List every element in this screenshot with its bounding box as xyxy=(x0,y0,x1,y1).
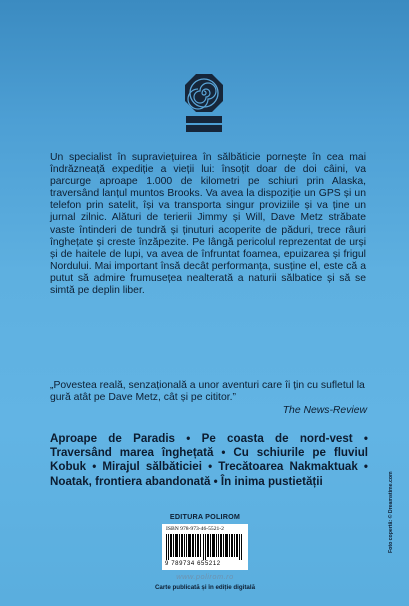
digital-edition-note: Carte publicată și în ediție digitală xyxy=(154,584,256,591)
review-source: The News-Review xyxy=(282,405,367,416)
book-description: Un specialist în supraviețuirea în sălbăticie pornește în cea mai îndrăzneață expediție a vieții lui: însoțit doar de doi câini, va parcurge aproape 1.000 de kilometri pe schiuri prin Alaska, traversând lanțul muntos Brooks. Va avea la dispoziție un GPS și un telefon prin satelit, își va transporta singur proviziile și va ține un jurnal zilnic. Alături de terierii Jimmy și Will, Dave Metz străbate vaste întinderi de tundră și ținuturi acoperite de păduri, trece râuri înghețate și creste înzăpezite. Pe lângă pericolul reprezentat de urși și de haitele de lupi, va avea de înfruntat foamea, epuizarea și frigul Nordului. Mai important însă decât performanța, susține el, este că a putut să admire frumusețea nealterată a naturii sălbatice și să se simtă pe deplin liber. xyxy=(50,152,366,297)
barcode-number: 9 789734 655212 xyxy=(165,561,221,567)
isbn-text: ISBN 978-973-46-5521-2 xyxy=(166,526,224,532)
review-quote: „Povestea reală, senzațională a unor aventuri care îi țin cu sufletul la gură atât pe Dave Metz, cât și pe cititor.” xyxy=(50,380,365,404)
barcode-block xyxy=(162,524,248,570)
publisher-website: www.polirom.ro xyxy=(176,572,234,581)
barcode-icon xyxy=(166,534,244,560)
publisher-name: EDITURA POLIROM xyxy=(169,512,241,521)
photo-credit: Foto copertă: © Dreamstime.com xyxy=(388,471,394,553)
chapter-list: Aproape de Paradis • Pe coasta de nord-vest • Traversând marea înghețată • Cu schiurile pe fluviul Kobuk • Mirajul sălbăticiei • Trecătoarea Nakmaktuak • Noatak, frontiera abandonată • În inima pustietății xyxy=(50,432,368,488)
spiral-octagon-logo xyxy=(183,72,225,134)
